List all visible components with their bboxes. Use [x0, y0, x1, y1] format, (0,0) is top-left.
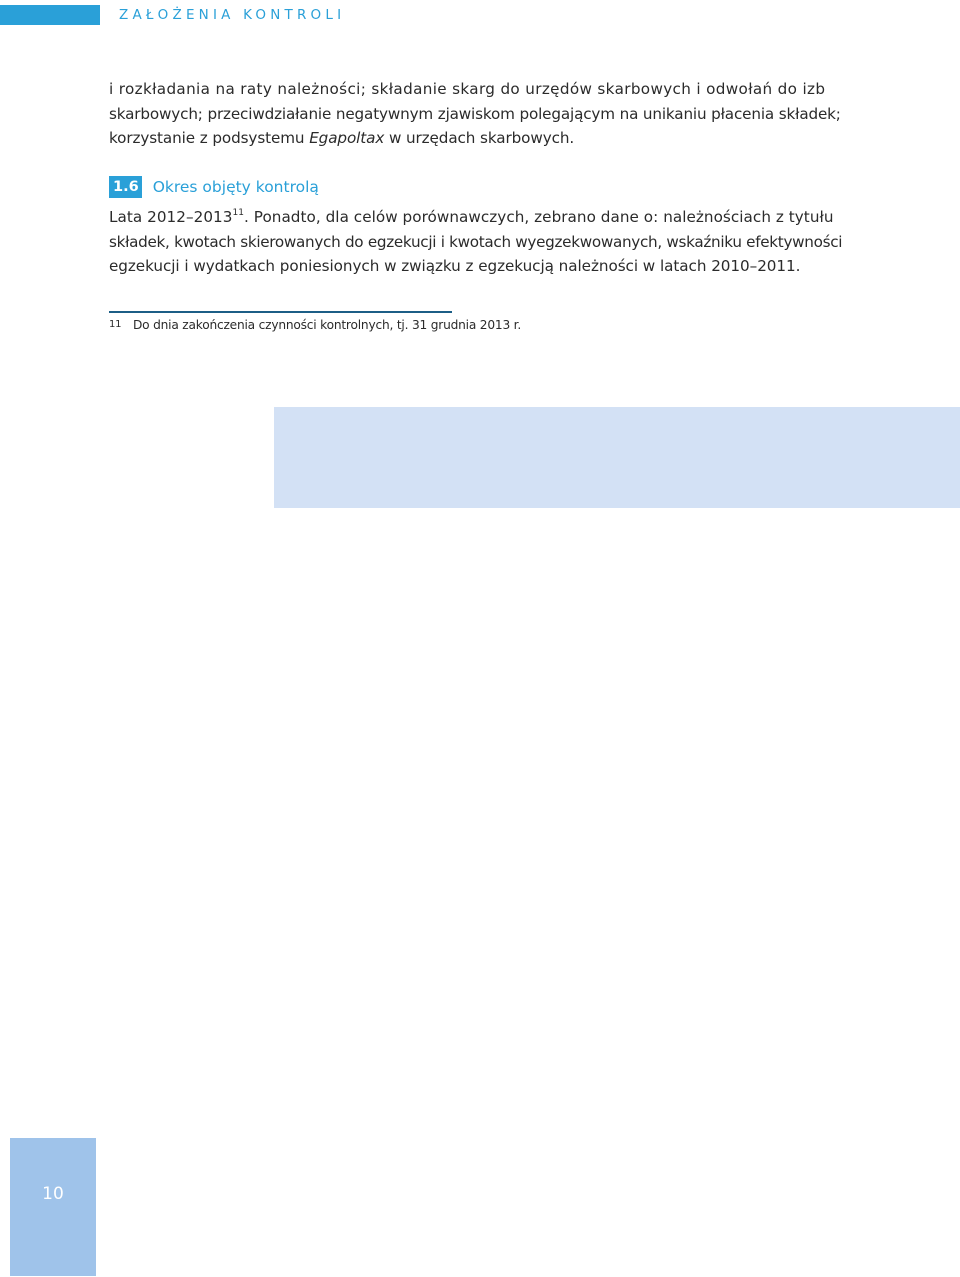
- paragraph-line: i rozkładania na raty należności; składanie skarg do urzędów skarbowych i odwołań do izb: [109, 80, 826, 98]
- footnote-reference[interactable]: 11: [232, 207, 245, 218]
- paragraph-line: składek, kwotach skierowanych do egzekucji i kwotach wyegzekwowanych, wskaźniku efektywności: [109, 232, 843, 251]
- page-number: 10: [42, 1184, 64, 1204]
- section-title: Okres objęty kontrolą: [152, 178, 319, 196]
- text-segment: . Ponadto, dla celów porównawczych, zebrano dane o: należnościach z tytułu: [244, 208, 834, 226]
- paragraph-line: [109, 126, 869, 151]
- footnote-text: Do dnia zakończenia czynności kontrolnych, tj. 31 grudnia 2013 r.: [133, 318, 522, 332]
- page-number-tab: [10, 1138, 96, 1276]
- italic-term: Egapoltax: [309, 129, 385, 147]
- footnote-divider: [109, 311, 452, 313]
- paragraph-line: skarbowych; przeciwdziałanie negatywnym zjawiskom polegającym na unikaniu płacenia składek;: [109, 104, 841, 123]
- section-heading: [109, 176, 319, 198]
- paragraph-period: [109, 205, 869, 279]
- highlight-box: [274, 407, 960, 508]
- text-segment: Lata 2012–2013: [109, 208, 233, 226]
- header-accent-bar: [0, 5, 100, 25]
- text-segment: w urzędach skarbowych.: [384, 129, 575, 147]
- running-header-title: ZAŁOŻENIA KONTROLI: [119, 7, 346, 23]
- text-segment: korzystanie z podsystemu: [109, 129, 310, 147]
- section-number: 1.6: [109, 176, 142, 198]
- paragraph-line: [109, 205, 869, 230]
- footnote: [109, 316, 521, 336]
- paragraph-intro: [109, 77, 869, 151]
- paragraph-line: egzekucji i wydatkach poniesionych w związku z egzekucją należności w latach 2010–2011.: [109, 257, 801, 275]
- footnote-number: 11: [109, 319, 122, 330]
